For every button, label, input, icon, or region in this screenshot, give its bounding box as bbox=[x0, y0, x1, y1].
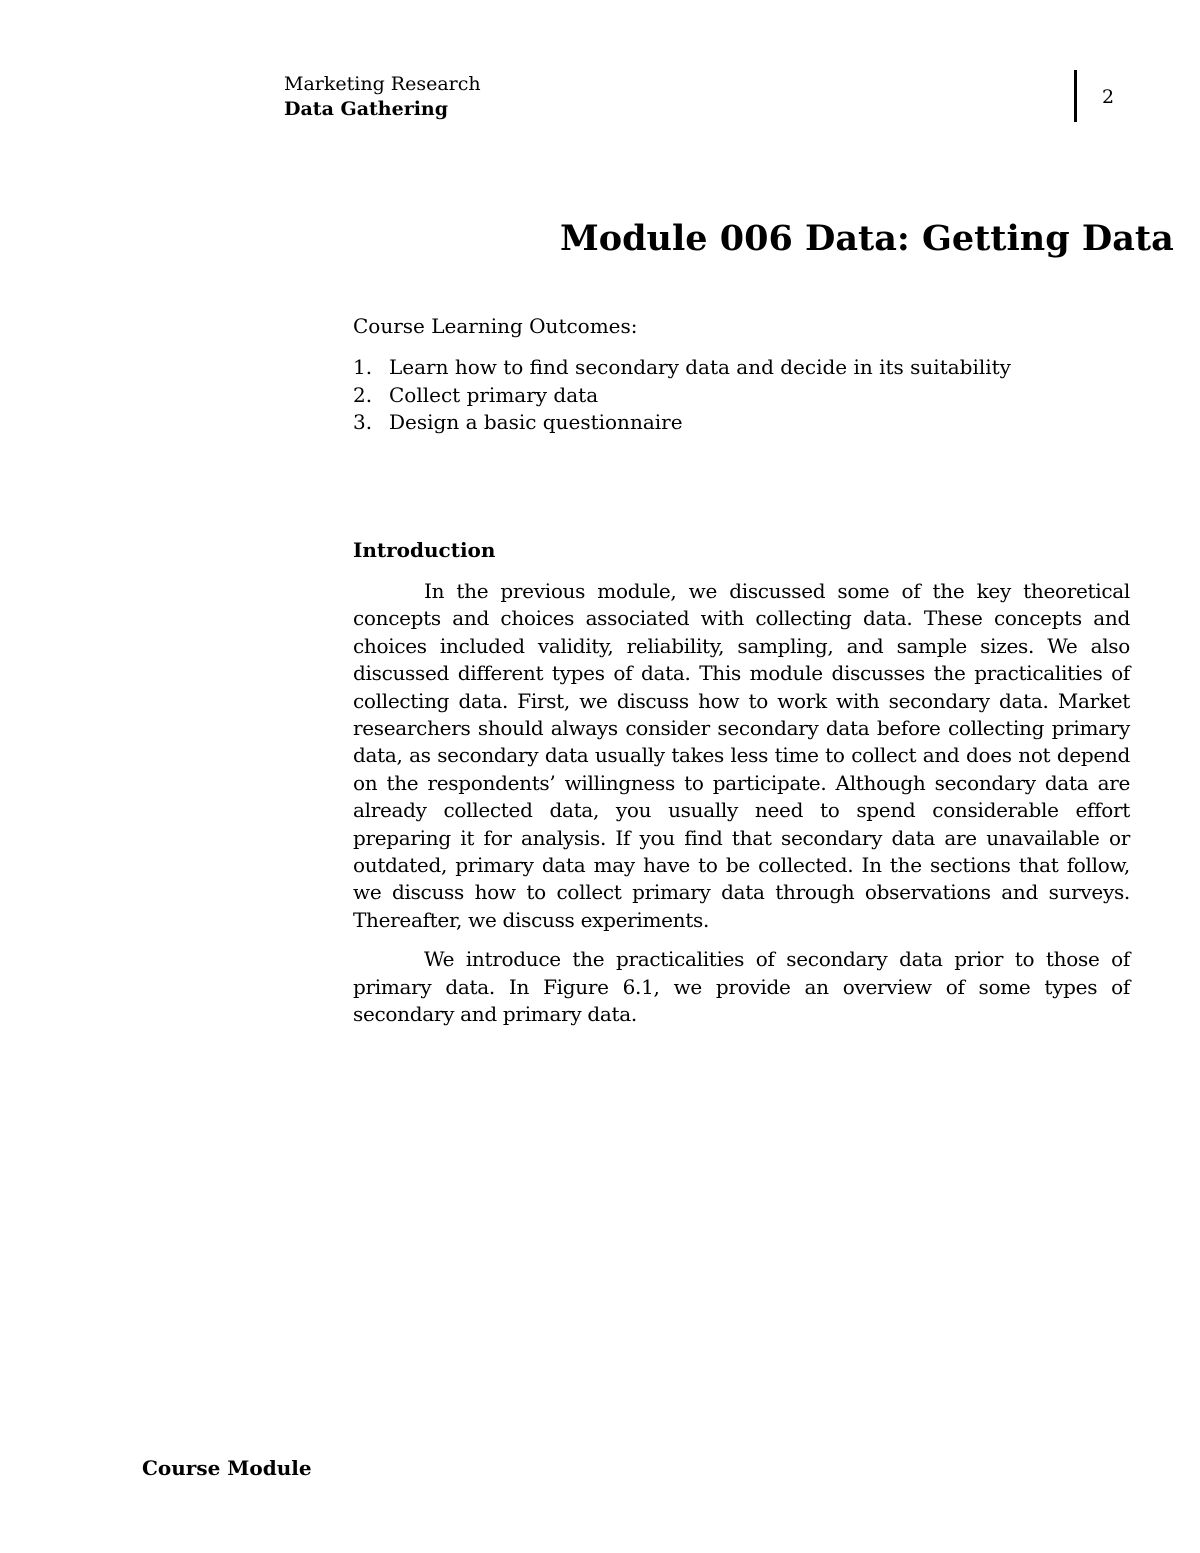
list-item-text: Learn how to find secondary data and decide in its suitability bbox=[389, 355, 1011, 379]
list-item bbox=[353, 409, 1011, 437]
paragraph: In the previous module, we discussed some of the key theoretical concepts and choices associated with collecting data. These concepts and choices included validity, reliability, sampling, and sample sizes. We also discussed different types of data. This module discusses the practicalities of collecting data. First, we discuss how to work with secondary data. Market researchers should always consider secondary data before collecting primary data, as secondary data usually takes less time to collect and does not depend on the respondents’ willingness to participate. Although secondary data are already collected data, you usually need to spend considerable effort preparing it for analysis. If you find that secondary data are unavailable or outdated, primary data may have to be collected. In the sections that follow, we discuss how to collect primary data through observations and surveys. Thereafter, we discuss experiments. bbox=[353, 579, 1130, 932]
paragraph: We introduce the practicalities of secondary data prior to those of primary data. In Figure 6.1, we provide an overview of some types of secondary and primary data. bbox=[353, 947, 1130, 1027]
list-item-number: 3. bbox=[353, 410, 373, 434]
introduction-body bbox=[353, 578, 1130, 1041]
outcomes-heading: Course Learning Outcomes: bbox=[353, 314, 638, 338]
running-header bbox=[284, 72, 481, 122]
list-item-number: 2. bbox=[353, 382, 373, 407]
header-divider bbox=[1074, 70, 1077, 122]
list-item-text: Collect primary data bbox=[389, 382, 599, 407]
outcomes-list bbox=[353, 354, 1011, 437]
list-item bbox=[353, 382, 1011, 410]
header-course: Marketing Research bbox=[284, 73, 481, 95]
page-number: 2 bbox=[1102, 86, 1115, 108]
footer-label: Course Module bbox=[142, 1456, 312, 1480]
header-topic: Data Gathering bbox=[284, 98, 449, 120]
page-title: Module 006 Data: Getting Data bbox=[560, 218, 1174, 259]
list-item-number: 1. bbox=[353, 355, 373, 379]
list-item bbox=[353, 354, 1011, 382]
list-item-text: Design a basic questionnaire bbox=[389, 410, 683, 434]
introduction-heading: Introduction bbox=[353, 538, 496, 562]
